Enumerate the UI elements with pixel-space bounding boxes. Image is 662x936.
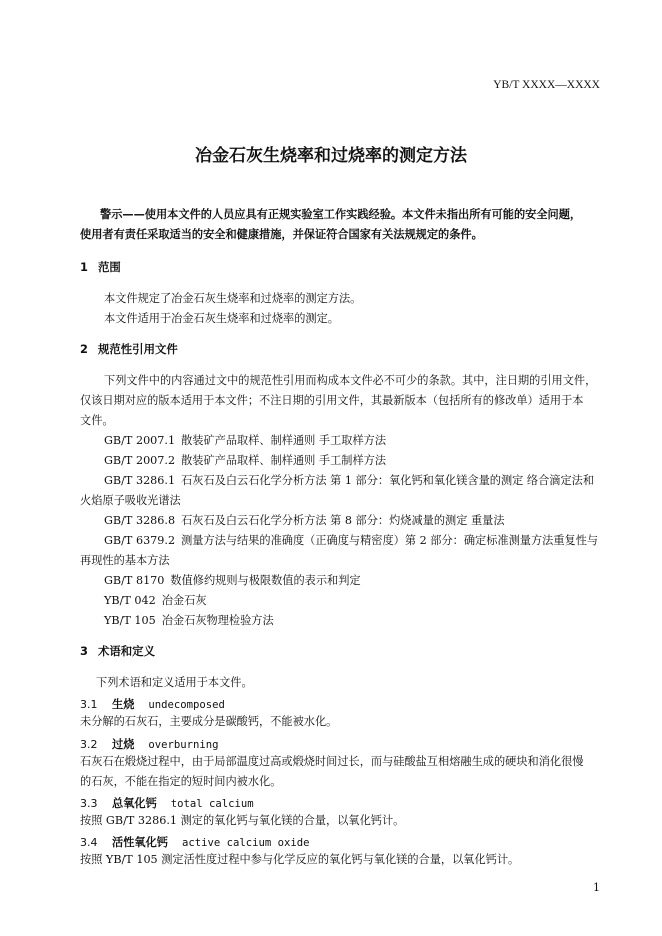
reference-code: GB/T 3286.1 [104,474,176,487]
reference-code: GB/T 2007.2 [104,454,176,467]
document-number: YB/T XXXX—XXXX [493,79,600,91]
section-3-title: 术语和定义 [98,644,155,658]
term-chinese: 活性氧化钙 [112,836,168,849]
term-definition: 按照 GB/T 3286.1 测定的氧化钙与氧化镁的合量，以氧化钙计。 [80,814,405,827]
warning-line-2: 使用者有责任采取适当的安全和健康措施，并保证符合国家有关法规规定的条件。 [80,228,483,241]
reference-item [104,612,274,628]
reference-title: 石灰石及白云石化学分析方法 第 8 部分：灼烧减量的测定 重量法 [181,514,505,527]
reference-item [104,592,207,608]
reference-code: GB/T 2007.1 [104,434,176,447]
reference-item [104,532,598,548]
section-2-number: 2 [80,342,88,356]
term-english: active calcium oxide [181,837,310,849]
term-heading [80,733,219,752]
reference-continuation: 再现性的基本方法 [80,554,170,567]
term-number: 3.1 [80,698,98,711]
section-1-paragraph-1: 本文件规定了冶金石灰生烧率和过烧率的测定方法。 [104,292,362,305]
reference-item [104,512,505,528]
section-2-heading [80,341,178,357]
section-2-intro-line-3: 文件。 [80,414,114,427]
section-2-intro-line-2: 仅该日期对应的版本适用于本文件；不注日期的引用文件，其最新版本（包括所有的修改单）适用于本 [80,394,584,407]
term-definition: 的石灰，不能在指定的短时间内被水化。 [80,775,282,788]
term-english: undecomposed [148,699,225,711]
reference-title: 测量方法与结果的准确度（正确度与精密度）第 2 部分：确定标准测量方法重复性与 [181,534,599,547]
reference-title: 石灰石及白云石化学分析方法 第 1 部分：氧化钙和氧化镁含量的测定 络合滴定法和 [181,474,595,487]
reference-title: 冶金石灰物理检验方法 [161,614,274,627]
term-heading [80,792,254,811]
reference-code: YB/T 042 [104,594,156,607]
term-heading [80,693,225,712]
section-3-intro: 下列术语和定义适用于本文件。 [96,676,253,689]
warning-line-1: 警示——使用本文件的人员应具有正规实验室工作实践经验。本文件未指出所有可能的安全问题， [100,208,582,221]
reference-title: 数值修约规则与极限数值的表示和判定 [170,574,361,587]
section-3-heading [80,643,155,659]
term-number: 3.4 [80,836,98,849]
reference-item [104,472,594,488]
section-3-number: 3 [80,644,88,658]
term-definition: 未分解的石灰石，主要成分是碳酸钙，不能被水化。 [80,715,338,728]
section-1-paragraph-2: 本文件适用于冶金石灰生烧率和过烧率的测定。 [104,312,339,325]
reference-item [104,572,361,588]
section-1-heading [80,259,121,275]
reference-title: 散装矿产品取样、制样通则 手工制样方法 [181,454,387,467]
term-definition: 石灰石在煅烧过程中，由于局部温度过高或煅烧时间过长，而与硅酸盐互相熔融生成的硬块和消化很慢 [80,755,584,768]
section-1-title: 范围 [98,260,121,274]
reference-item [104,452,386,468]
reference-code: GB/T 6379.2 [104,534,176,547]
term-english: total calcium [170,798,254,810]
reference-title: 散装矿产品取样、制样通则 手工取样方法 [181,434,387,447]
term-number: 3.2 [80,738,98,751]
page-number: 1 [593,881,600,894]
term-definition: 按照 YB/T 105 测定活性度过程中参与化学反应的氧化钙与氧化镁的合量，以氧化钙计。 [80,853,520,866]
reference-code: GB/T 3286.8 [104,514,176,527]
term-number: 3.3 [80,797,98,810]
term-heading [80,831,310,850]
section-2-intro-line-1: 下列文件中的内容通过文中的规范性引用而构成本文件必不可少的条款。其中，注日期的引用文件， [104,374,597,387]
reference-title: 冶金石灰 [161,594,207,607]
reference-item [104,432,386,448]
term-chinese: 过烧 [112,738,135,751]
term-chinese: 生烧 [112,698,135,711]
reference-code: YB/T 105 [104,614,156,627]
reference-code: GB/T 8170 [104,574,165,587]
term-chinese: 总氧化钙 [112,797,157,810]
term-english: overburning [148,739,219,751]
section-1-number: 1 [80,260,88,274]
document-title: 冶金石灰生烧率和过烧率的测定方法 [195,146,467,166]
section-2-title: 规范性引用文件 [98,342,178,356]
reference-continuation: 火焰原子吸收光谱法 [80,494,181,507]
